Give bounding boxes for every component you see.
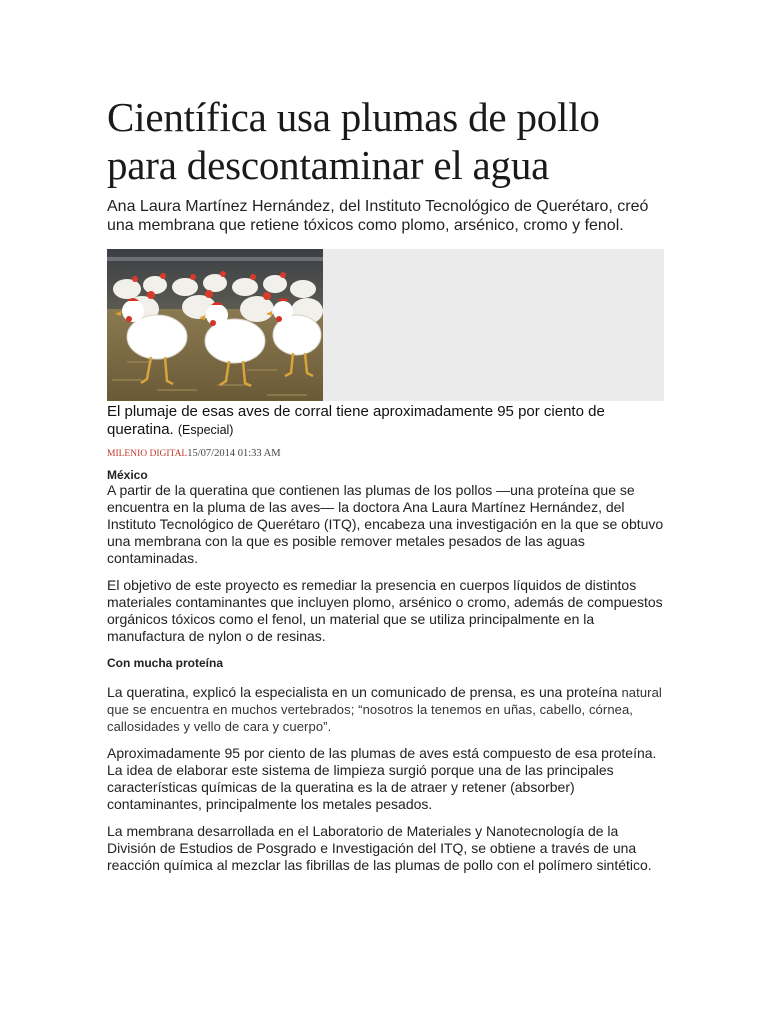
page-title — [107, 0, 667, 189]
paragraph-3-start: La queratina, explicó la especialista en un comunicado de prensa, es una proteína — [107, 684, 618, 700]
source-link[interactable]: MILENIO DIGITAL — [107, 449, 188, 459]
caption-credit: (Especial) — [177, 423, 234, 437]
figure-panel — [107, 249, 664, 401]
section-subhead: Con mucha proteína — [107, 656, 224, 670]
paragraph-5: La membrana desarrollada en el Laboratorio de Materiales y Nanotecnología de la División de Estudios de Posgrado e Investigación del ITQ, se obtiene a través de una reacción química al mezclar las fibrillas de las plumas de pollo con el polímero sintético. — [107, 823, 652, 873]
article-meta — [107, 448, 667, 459]
title-line-2: para descontaminar el agua — [107, 142, 550, 188]
chickens-photo-drawing — [107, 249, 323, 401]
paragraph-2: El objetivo de este proyecto es remediar la presencia en cuerpos líquidos de distintos materiales contaminantes que incluyen plomo, arsénico o cromo, además de compuestos orgánicos tóxicos como el fenol, un material que se utiliza principalmente en la manufactura de nylon o de resinas. — [107, 577, 663, 644]
publish-datetime: 15/07/2014 01:33 AM — [187, 448, 281, 459]
photo-caption — [107, 403, 667, 439]
paragraph-3-quote: natural que se encuentra en muchos vertebrados; “nosotros la tenemos en uñas, cabello, córnea, callosidades y vello de cara y cuerpo”. — [107, 685, 662, 734]
chickens-photo — [107, 249, 323, 401]
lead-paragraph: Ana Laura Martínez Hernández, del Instituto Tecnológico de Querétaro, creó una membrana que retiene tóxicos como plomo, arsénico, cromo y fenol. — [107, 198, 649, 234]
paragraph-3 — [107, 684, 667, 735]
paragraph-4: Aproximadamente 95 por ciento de las plumas de aves está compuesto de esa proteína. La idea de elaborar este sistema de limpieza surgió porque una de las principales características químicas de la queratina es la de atraer y retener (absorber) contaminantes, principalmente los metales pesados. — [107, 745, 657, 812]
paragraph-1: A partir de la queratina que contienen las plumas de los pollos —una proteína que se encuentra en la pluma de las aves— la doctora Ana Laura Martínez Hernández, del Instituto Tecnológico de Querétaro (ITQ), encabeza una investigación en la que se obtuvo una membrana con la que es posible remover metales pesados de las aguas contaminadas. — [107, 482, 664, 566]
article — [107, 0, 667, 874]
dateline-location: México — [107, 468, 148, 482]
title-line-1: Científica usa plumas de pollo — [107, 94, 600, 140]
caption-text: El plumaje de esas aves de corral tiene aproximadamente 95 por ciento de queratina. — [107, 403, 605, 438]
